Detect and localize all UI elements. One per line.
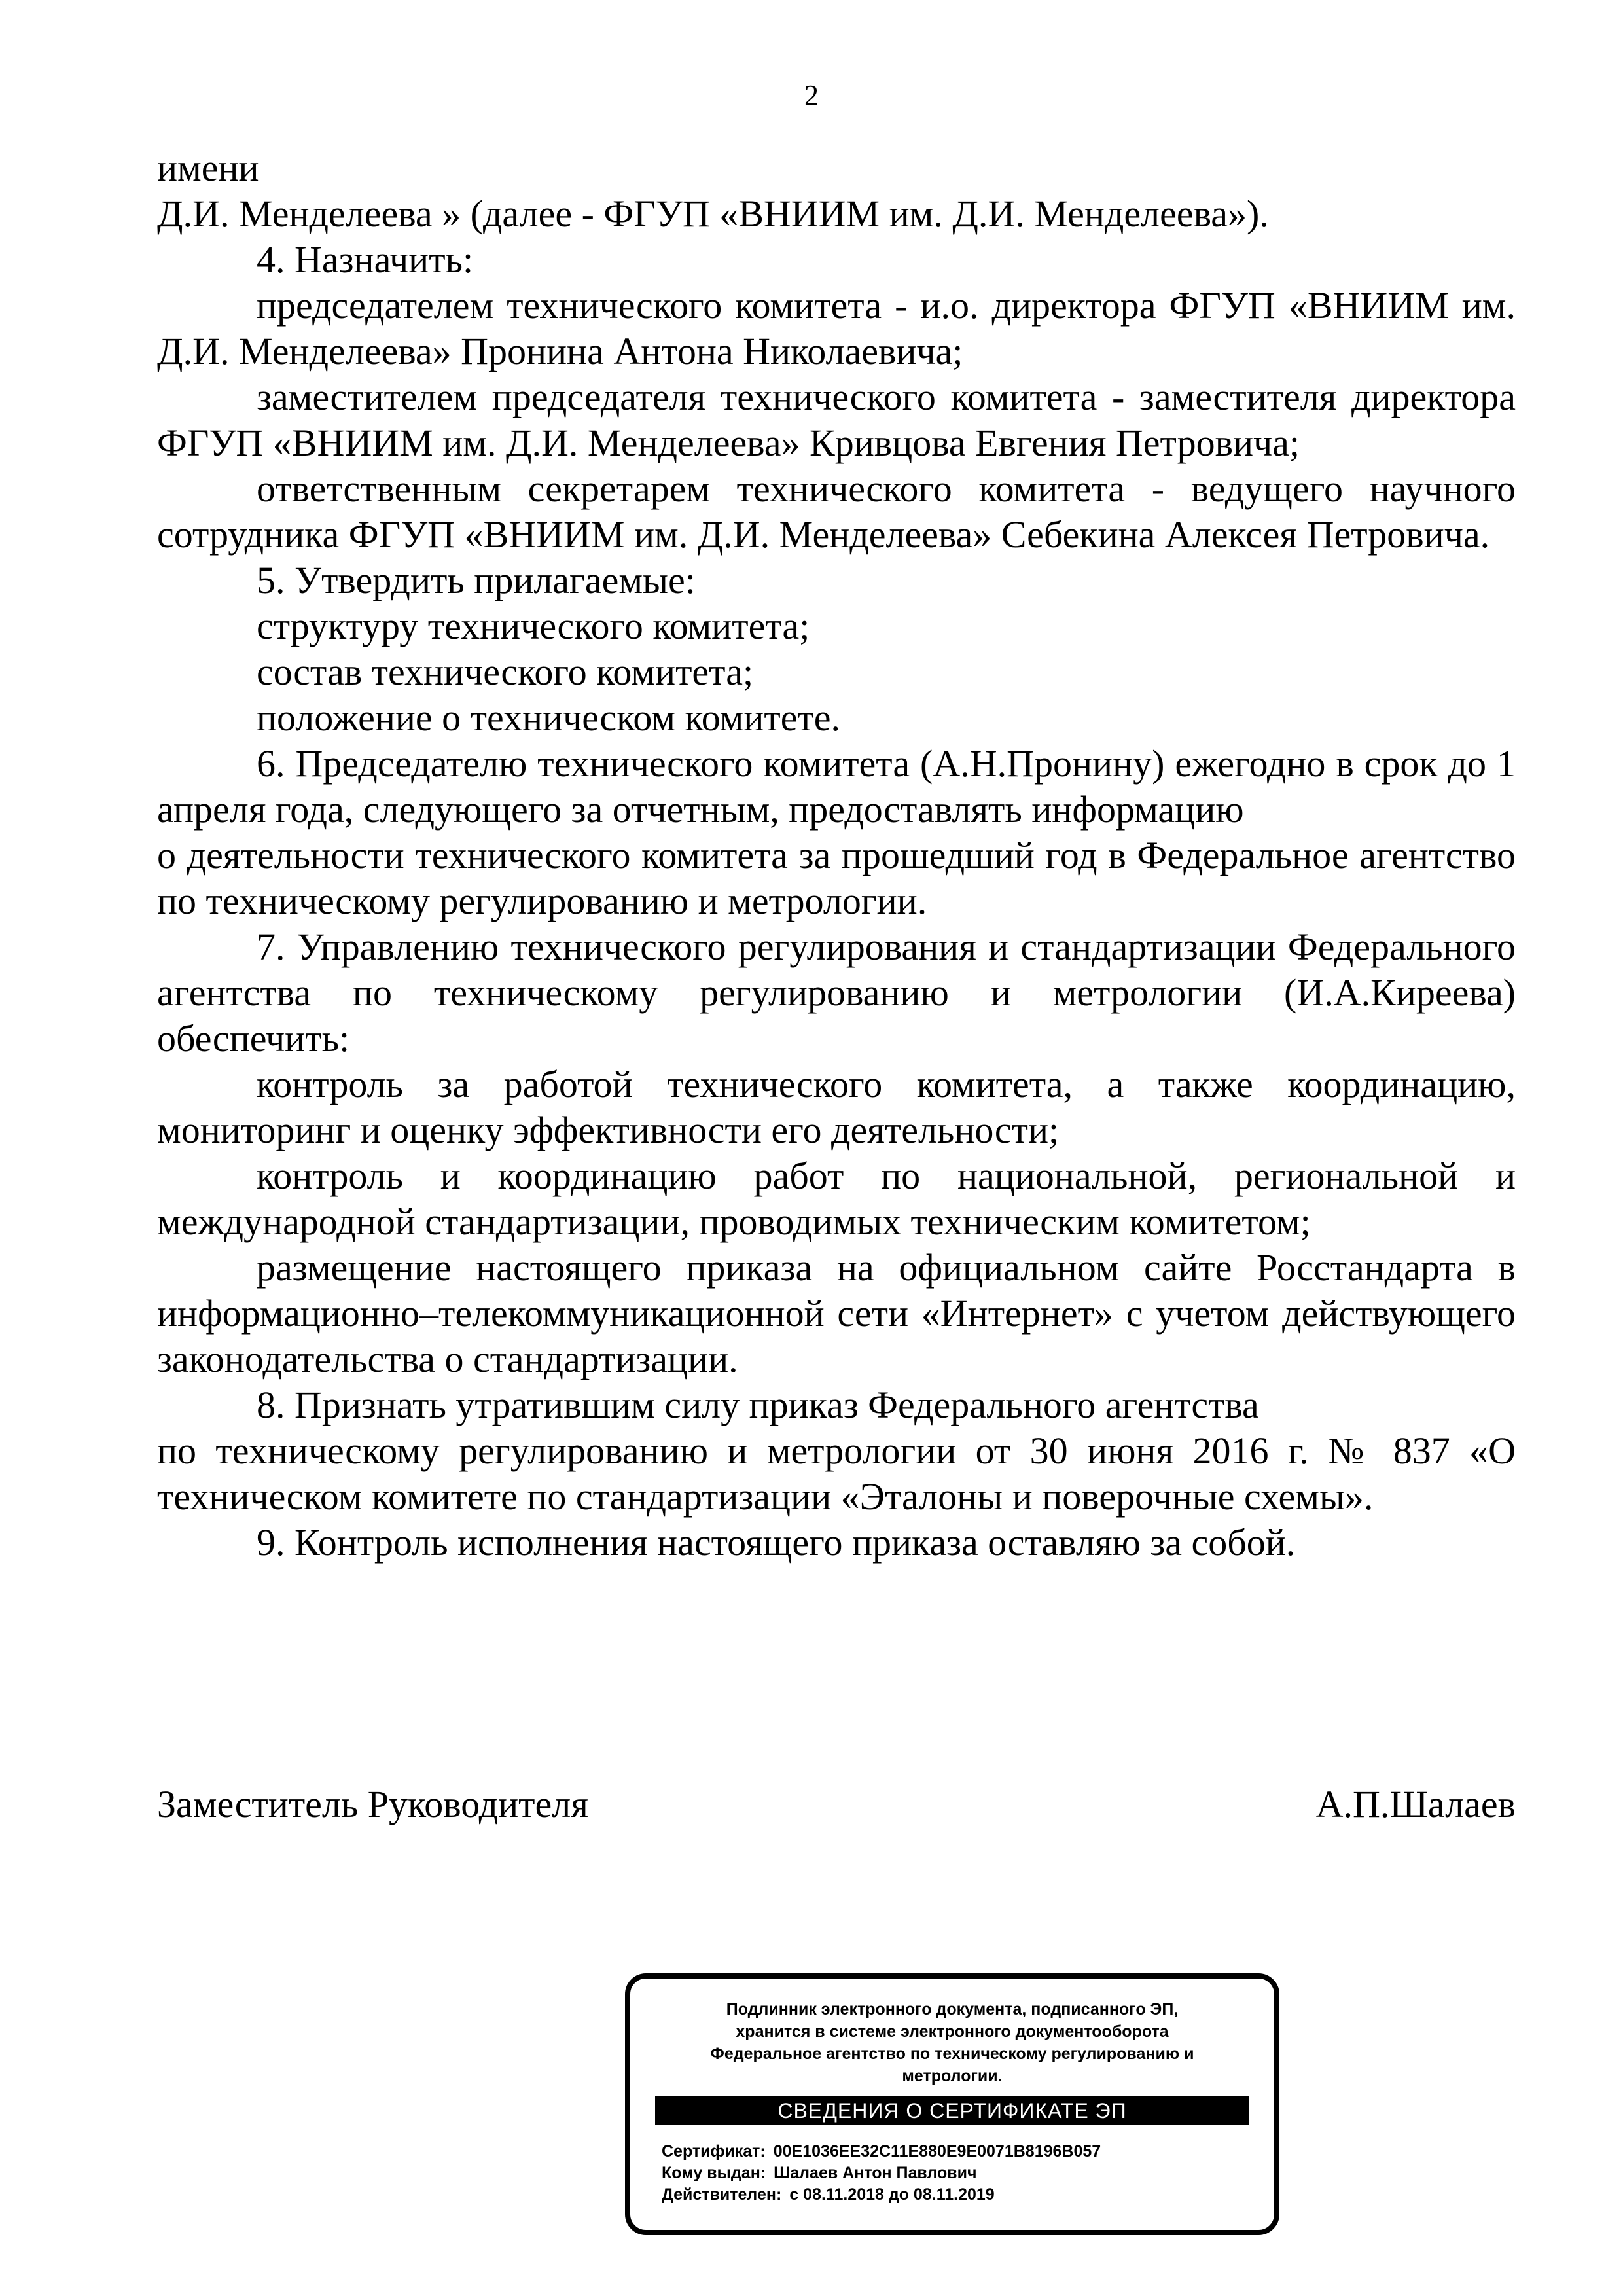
validity-row xyxy=(662,2184,1101,2206)
paragraph: о деятельности технического комитета за прошедший год в Федеральное агентство по техническому регулированию и метрологии. xyxy=(157,834,1516,922)
certificate-row xyxy=(662,2141,1101,2162)
issued-to-value: Шалаев Антон Павлович xyxy=(774,2164,977,2182)
page-number: 2 xyxy=(804,79,819,111)
paragraph: председателем технического комитета - и.о. директора ФГУП «ВНИИМ им. Д.И. Менделеева» Пронина Антона Николаевича; xyxy=(157,284,1516,372)
issued-to-row xyxy=(662,2162,1101,2184)
signature-block xyxy=(157,1782,1516,1827)
paragraph: структуру технического комитета; xyxy=(257,605,810,647)
paragraph: 8. Признать утратившим силу приказ Федерального агентства xyxy=(257,1384,1259,1426)
issued-to-label: Кому выдан: xyxy=(662,2164,766,2182)
paragraph: состав технического комитета; xyxy=(257,651,754,693)
paragraph: контроль и координацию работ по национальной, региональной и международной стандартизации, проводимых техническим комитетом; xyxy=(157,1155,1516,1243)
paragraph: заместителем председателя технического комитета - заместителя директора ФГУП «ВНИИМ им. Д.И. Менделеева» Кривцова Евгения Петровича; xyxy=(157,376,1516,464)
signatory-name: А.П.Шалаев xyxy=(1315,1783,1516,1825)
paragraph: размещение настоящего приказа на официальном сайте Росстандарта в информационно–телекоммуникационной сети «Интернет» с учетом действующего законодательства о стандартизации. xyxy=(157,1246,1516,1380)
paragraph: Д.И. Менделеева » (далее - ФГУП «ВНИИМ им. Д.И. Менделеева»). xyxy=(157,192,1269,235)
document-body xyxy=(157,145,1516,1566)
stamp-line: Федеральное агентство по техническому регулированию и xyxy=(710,2045,1194,2063)
signatory-position: Заместитель Руководителя xyxy=(157,1783,588,1825)
validity-label: Действителен: xyxy=(662,2185,782,2204)
stamp-line: хранится в системе электронного документооборота xyxy=(736,2022,1169,2041)
stamp-line: метрологии. xyxy=(902,2067,1003,2085)
paragraph: 5. Утвердить прилагаемые: xyxy=(257,559,696,601)
paragraph: 4. Назначить: xyxy=(257,238,474,281)
stamp-certificate-info xyxy=(662,2141,1101,2206)
certificate-label: Сертификат: xyxy=(662,2142,766,2161)
stamp-certificate-bar: СВЕДЕНИЯ О СЕРТИФИКАТЕ ЭП xyxy=(655,2096,1249,2125)
paragraph: по техническому регулированию и метрологии от 30 июня 2016 г. № 837 «О техническом комитете по стандартизации «Эталоны и поверочные схемы». xyxy=(157,1429,1516,1518)
validity-value: с 08.11.2018 до 08.11.2019 xyxy=(789,2185,995,2204)
paragraph: контроль за работой технического комитета, а также координацию, мониторинг и оценку эффективности его деятельности; xyxy=(157,1063,1516,1151)
paragraph: положение о техническом комитете. xyxy=(257,696,841,739)
stamp-header xyxy=(643,1998,1261,2087)
paragraph: ответственным секретарем технического комитета - ведущего научного сотрудника ФГУП «ВНИИМ им. Д.И. Менделеева» Себекина Алексея Петровича. xyxy=(157,467,1516,556)
paragraph: 7. Управлению технического регулирования и стандартизации Федерального агентства по техническому регулированию и метрологии (И.А.Киреева) обеспечить: xyxy=(157,925,1516,1060)
paragraph: имени xyxy=(157,147,259,189)
certificate-value: 00E1036EE32C11E880E9E0071B8196B057 xyxy=(773,2142,1101,2161)
paragraph: 9. Контроль исполнения настоящего приказа оставляю за собой. xyxy=(257,1521,1296,1564)
e-signature-stamp xyxy=(625,1973,1279,2235)
stamp-line: Подлинник электронного документа, подписанного ЭП, xyxy=(726,2000,1179,2018)
paragraph: 6. Председателю технического комитета (А.Н.Пронину) ежегодно в срок до 1 апреля года, следующего за отчетным, предоставлять информацию xyxy=(157,742,1516,831)
